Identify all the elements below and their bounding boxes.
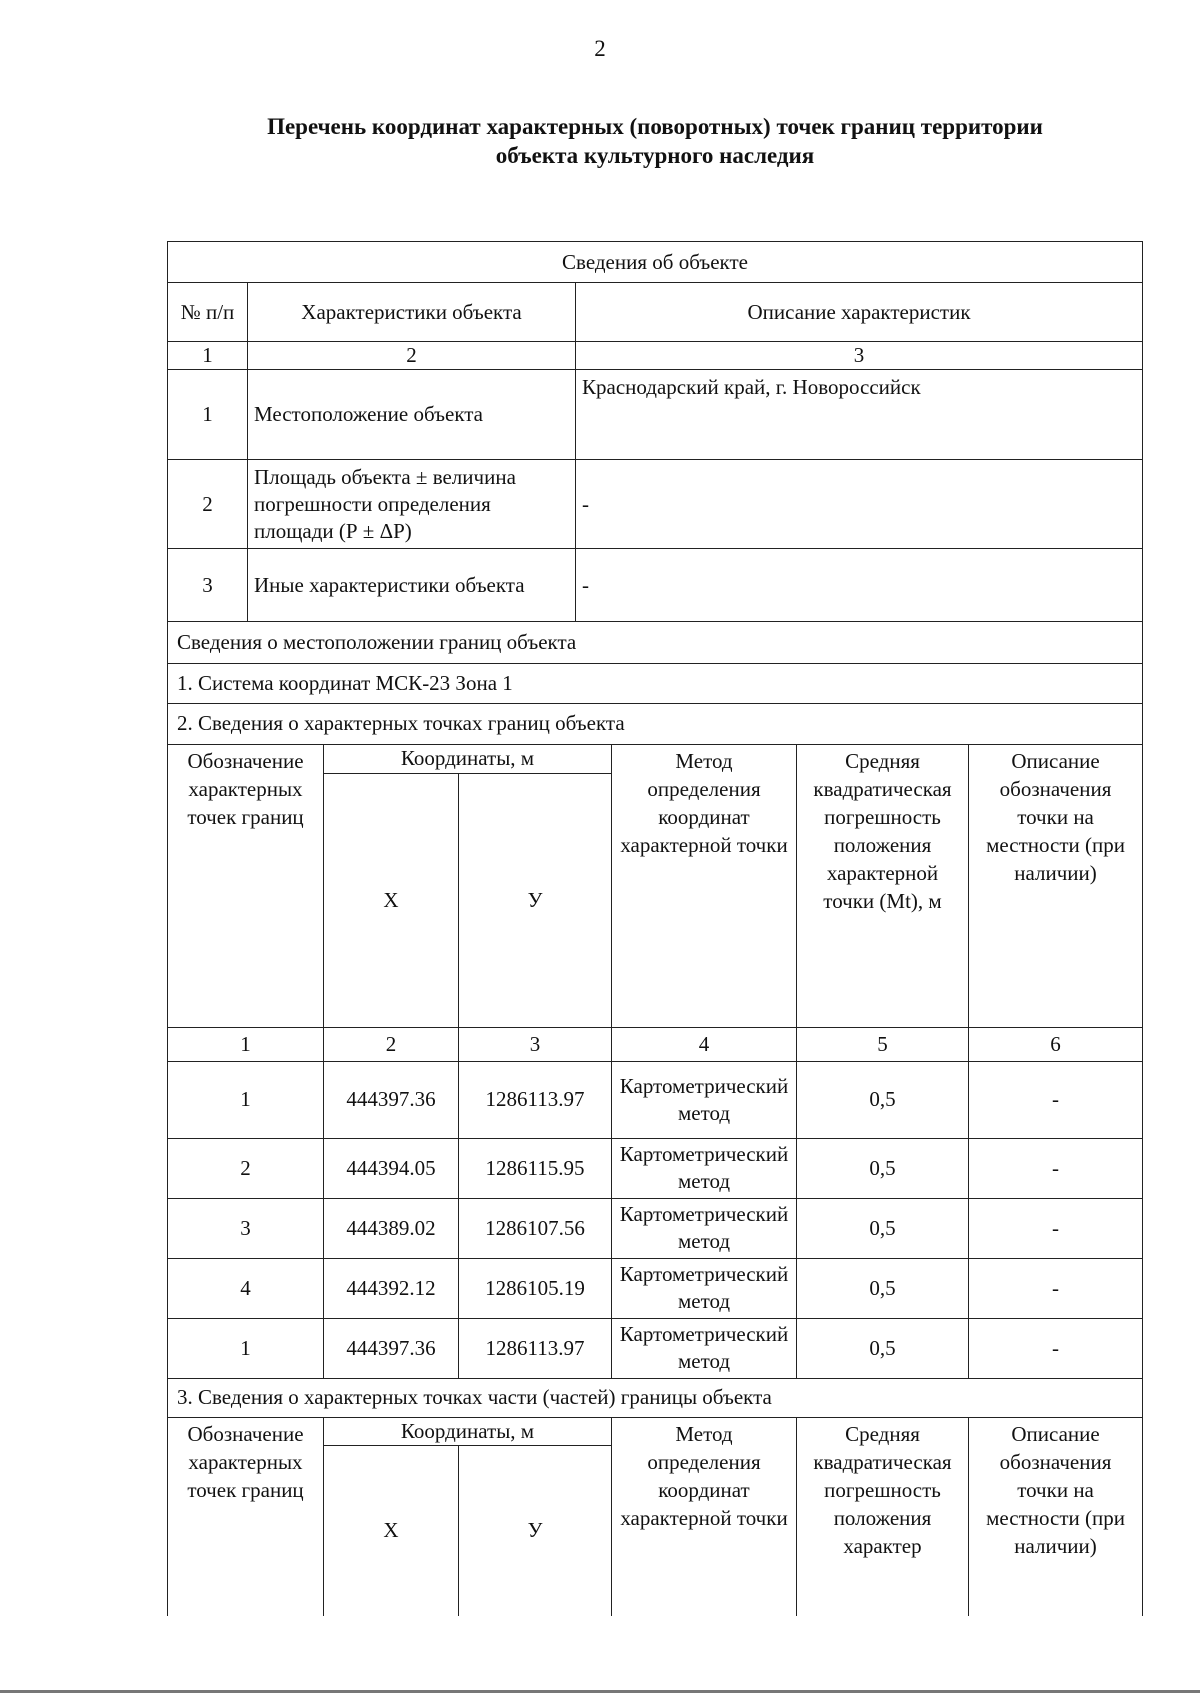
parts-col-designation-header: Обозначение характерных точек границ (168, 1417, 324, 1616)
row-num: 3 (168, 549, 248, 622)
table-row (168, 549, 1143, 622)
index-cell: 2 (324, 1027, 459, 1061)
point-method: Картометрический метод (612, 1198, 797, 1258)
row-name: Площадь объекта ± величина погрешности определения площади (Р ± ΔР) (248, 460, 576, 549)
col-description-header: Описание характеристик (576, 283, 1143, 342)
point-desc: - (969, 1318, 1143, 1378)
point-desc: - (969, 1258, 1143, 1318)
point-x: 444392.12 (324, 1258, 459, 1318)
point-y: 1286105.19 (459, 1258, 612, 1318)
row-name: Иные характеристики объекта (248, 549, 576, 622)
point-method: Картометрический метод (612, 1318, 797, 1378)
row-value: Краснодарский край, г. Новороссийск (576, 370, 1143, 460)
boundaries-header: Сведения о местоположении границ объекта (168, 621, 1143, 663)
point-x: 444397.36 (324, 1318, 459, 1378)
document-title-line-1: Перечень координат характерных (поворотных) точек границ территории (267, 114, 1043, 139)
page-bottom-edge (0, 1690, 1200, 1693)
col-designation-header: Обозначение характерных точек границ (168, 744, 324, 1027)
point-id: 2 (168, 1138, 324, 1198)
col-characteristics-header: Характеристики объекта (248, 283, 576, 342)
parts-col-coords-header: Координаты, м (324, 1417, 612, 1445)
index-cell: 5 (797, 1027, 969, 1061)
point-y: 1286115.95 (459, 1138, 612, 1198)
parts-section-header: 3. Сведения о характерных точках части (частей) границы объекта (168, 1378, 1143, 1417)
point-mt: 0,5 (797, 1318, 969, 1378)
document-title (150, 112, 1160, 170)
point-mt: 0,5 (797, 1258, 969, 1318)
point-id: 4 (168, 1258, 324, 1318)
row-name: Местоположение объекта (248, 370, 576, 460)
point-id: 1 (168, 1318, 324, 1378)
point-x: 444389.02 (324, 1198, 459, 1258)
row-value: - (576, 549, 1143, 622)
index-cell: 3 (576, 342, 1143, 370)
index-cell: 1 (168, 342, 248, 370)
coord-system: 1. Система координат МСК-23 Зона 1 (168, 663, 1143, 703)
table-row (168, 1138, 1143, 1198)
table-row (168, 1198, 1143, 1258)
parts-col-method-header: Метод определения координат характерной точки (612, 1417, 797, 1616)
col-num-header: № п/п (168, 283, 248, 342)
point-id: 3 (168, 1198, 324, 1258)
point-mt: 0,5 (797, 1198, 969, 1258)
index-cell: 4 (612, 1027, 797, 1061)
col-description-header: Описание обозначения точки на местности (при наличии) (969, 744, 1143, 1027)
point-y: 1286113.97 (459, 1318, 612, 1378)
document-title-line-2: объекта культурного наследия (495, 143, 815, 168)
page-number: 2 (594, 36, 606, 61)
row-num: 1 (168, 370, 248, 460)
col-accuracy-header: Средняя квадратическая погрешность положения характерной точки (Mt), м (797, 744, 969, 1027)
coordinates-sheet (167, 241, 1142, 1616)
parts-col-x-header: X (324, 1445, 459, 1616)
point-id: 1 (168, 1061, 324, 1138)
col-method-header: Метод определения координат характерной точки (612, 744, 797, 1027)
parts-col-y-header: У (459, 1445, 612, 1616)
point-method: Картометрический метод (612, 1061, 797, 1138)
point-desc: - (969, 1061, 1143, 1138)
col-coords-header: Координаты, м (324, 744, 612, 773)
point-mt: 0,5 (797, 1138, 969, 1198)
table-row (168, 1258, 1143, 1318)
index-cell: 3 (459, 1027, 612, 1061)
boundary-points-table (167, 621, 1143, 1617)
point-mt: 0,5 (797, 1061, 969, 1138)
point-x: 444397.36 (324, 1061, 459, 1138)
parts-col-accuracy-header: Средняя квадратическая погрешность положения характер (797, 1417, 969, 1616)
object-info-header: Сведения об объекте (168, 242, 1143, 283)
table-row (168, 1318, 1143, 1378)
parts-col-description-header: Описание обозначения точки на местности (при наличии) (969, 1417, 1143, 1616)
point-method: Картометрический метод (612, 1258, 797, 1318)
point-desc: - (969, 1198, 1143, 1258)
point-method: Картометрический метод (612, 1138, 797, 1198)
index-cell: 6 (969, 1027, 1143, 1061)
row-num: 2 (168, 460, 248, 549)
point-desc: - (969, 1138, 1143, 1198)
row-value: - (576, 460, 1143, 549)
points-section-header: 2. Сведения о характерных точках границ объекта (168, 703, 1143, 744)
table-row (168, 1061, 1143, 1138)
point-x: 444394.05 (324, 1138, 459, 1198)
col-x-header: X (324, 773, 459, 1027)
col-y-header: У (459, 773, 612, 1027)
index-cell: 2 (248, 342, 576, 370)
table-row (168, 460, 1143, 549)
index-cell: 1 (168, 1027, 324, 1061)
object-info-table (167, 241, 1143, 622)
table-row (168, 370, 1143, 460)
point-y: 1286113.97 (459, 1061, 612, 1138)
point-y: 1286107.56 (459, 1198, 612, 1258)
